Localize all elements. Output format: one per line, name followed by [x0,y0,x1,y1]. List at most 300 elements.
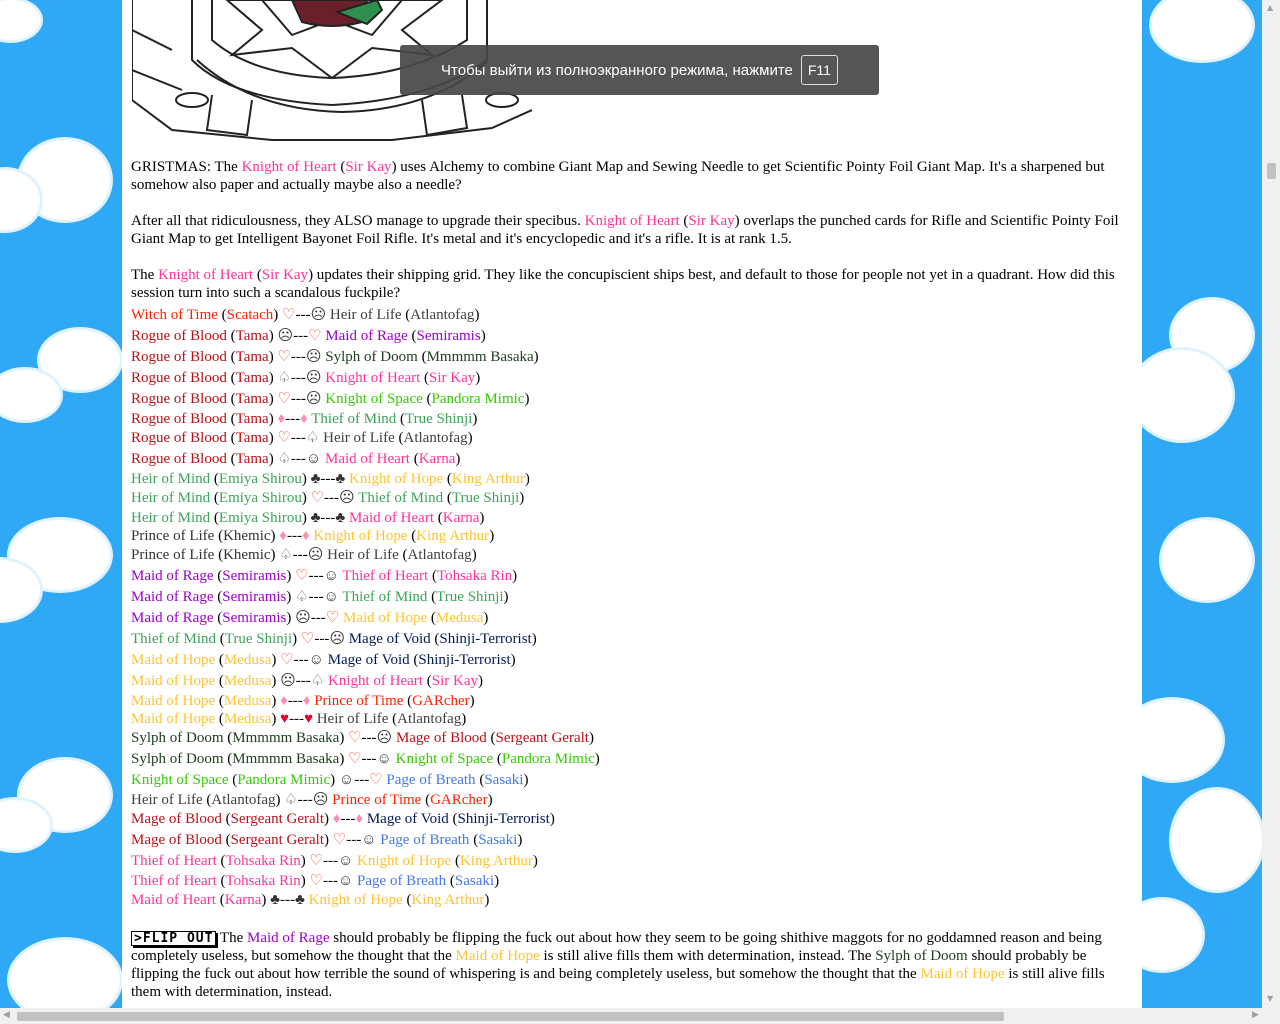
text-segment: ) [286,610,296,626]
quadrant-symbol-icon: ♡ [325,610,340,626]
quadrant-symbol-icon: ♣ [270,892,280,908]
character-name: Emiya Shirou [218,471,302,487]
quadrant-symbol-icon: ☹ [310,307,327,323]
text-segment: ( [407,328,417,344]
text-segment: should probably be flipping the fuck out about how they seem to be going shithive maggots for no goddamned reason and being completely useless, but somehow the thought that the [131,930,1102,964]
text-segment: ) [268,430,278,446]
character-name: Emiya Shirou [218,510,302,526]
ship-entry [131,692,1133,710]
text-segment: --- [287,693,303,709]
quadrant-symbol-icon: ♦ [277,411,286,427]
text-segment: ) [517,832,523,848]
character-title: Mage of Blood [131,811,222,827]
quadrant-symbol-icon: ☺ [337,873,354,889]
character-title: Heir of Mind [131,471,211,487]
character-name: Semiramis [222,589,287,605]
text-segment: ) [524,391,530,407]
character-title: Maid of Heart [131,892,216,908]
text-segment: The [131,267,159,283]
character-title: Witch of Time [131,307,218,323]
quadrant-symbol-icon: ♤ [279,547,293,563]
text-segment: The [216,930,248,946]
character-title: Heir of Life [329,307,402,323]
text-segment: --- [293,652,309,668]
text-segment: --- [314,631,330,647]
character-title: Maid of Rage [247,930,330,946]
character-name: Tama [235,391,269,407]
text-segment: ) [275,792,285,808]
text-segment: ( [403,693,413,709]
text-segment: ) [533,349,539,365]
text-segment: ) [339,730,349,746]
quadrant-symbol-icon: ☹ [376,730,393,746]
text-segment: --- [297,792,313,808]
text-segment: ( [215,631,225,647]
text-segment: ) [300,873,310,889]
character-name: GARcher [430,792,488,808]
text-segment: ( [210,490,219,506]
quadrant-symbol-icon: ☺ [338,772,355,788]
quadrant-symbol-icon: ♡ [308,328,322,344]
text-segment: --- [322,873,338,889]
character-name: Tama [235,370,269,386]
ship-entry [131,545,1133,566]
story-text [131,158,1133,1010]
text-segment: --- [289,711,305,727]
text-segment: ) [271,652,281,668]
text-segment: ( [388,711,398,727]
quadrant-symbol-icon: ♣ [335,510,346,526]
text-segment: ( [226,451,236,467]
character-name: Tama [235,349,269,365]
text-segment: ) [271,673,281,689]
text-segment: ) [461,711,467,727]
text-segment: ) [519,490,525,506]
quadrant-symbol-icon: ☹ [277,328,294,344]
character-name: True Shinji [404,411,473,427]
character-name: Emiya Shirou [218,490,302,506]
ship-entry [131,305,1133,326]
character-name: Sasaki [478,832,518,848]
text-segment: ) [477,673,483,689]
character-title: Maid of Rage [131,568,214,584]
ship-entry [131,410,1133,428]
text-segment: ) [261,892,271,908]
text-segment: ( [228,772,238,788]
text-segment: ( [215,652,224,668]
character-name: Sir Kay [429,370,476,386]
character-name: Karna [442,510,480,526]
text-segment: ) [270,547,280,563]
character-name: Tohsaka Rin [225,853,301,869]
quadrant-symbol-icon: ☺ [376,751,392,767]
character-title: Knight of Heart [328,673,423,689]
character-name: Sir Kay [688,213,735,229]
text-segment: ( [421,792,431,808]
ship-entry [131,428,1133,449]
character-name: Medusa [223,652,272,668]
character-name: Sergeant Geralt [230,832,325,848]
text-segment: ) [471,547,477,563]
text-segment: is still alive fills them with determination, instead. The [539,948,876,964]
text-segment: ) [524,471,530,487]
text-segment: ( [451,853,460,869]
quadrant-symbol-icon: ♡ [309,873,323,889]
character-name: GARcher [412,693,470,709]
character-title: Knight of Space [395,751,494,767]
character-title: Thief of Heart [131,853,217,869]
text-segment: ) [480,328,486,344]
ship-entry [131,509,1133,527]
text-segment: ) [301,510,311,526]
character-title: Heir of Mind [131,490,211,506]
character-title: Mage of Blood [395,730,487,746]
character-title: Maid of Hope [131,711,216,727]
text-segment: --- [361,730,377,746]
character-name: King Arthur [411,892,485,908]
text-segment: ( [215,673,224,689]
ship-entry [131,389,1133,410]
text-segment: ) [301,471,311,487]
character-name: Karna [224,892,262,908]
text-segment: ( [493,751,502,767]
character-name: Mmmmm Basaka [232,751,340,767]
quadrant-symbol-icon: ♦ [300,411,308,427]
text-segment: --- [290,370,306,386]
character-title: Maid of Hope [131,693,216,709]
text-segment: ) [339,751,349,767]
text-segment: ( [420,370,430,386]
text-segment: --- [290,451,306,467]
text-segment: ) [292,631,301,647]
text-segment: --- [324,490,340,506]
text-segment: ) [270,528,280,544]
character-title: Knight of Heart [325,370,421,386]
quadrant-symbol-icon: ☹ [339,490,355,506]
quadrant-symbol-icon: ♡ [369,772,383,788]
text-segment: ) [510,652,516,668]
text-segment: ( [486,730,496,746]
character-name: Khemic [223,528,271,544]
ship-entry [131,749,1133,770]
character-title: Knight of Space [325,391,423,407]
text-segment: ( [398,547,408,563]
character-name: Medusa [223,711,272,727]
text-segment: ( [226,391,236,407]
ship-entry [131,488,1133,509]
quadrant-symbol-icon: ☹ [305,349,322,365]
text-segment: ( [422,391,432,407]
text-segment: ( [475,772,485,788]
character-title: Mage of Void [327,652,410,668]
text-segment: --- [354,772,370,788]
text-segment: ) uses Alchemy to combine Giant Map and Sewing Needle to get Scientific Pointy Foil Giant Map. It's a sharpened but somehow also paper and actually maybe also a needle? [131,159,1105,193]
text-segment: ( [215,711,224,727]
character-title: Sylph of Doom [875,948,968,964]
character-name: Sasaki [454,873,495,889]
quadrant-symbol-icon: ♤ [277,451,291,467]
text-segment: ( [427,610,436,626]
quadrant-symbol-icon: ♣ [294,892,305,908]
f11-key-badge: F11 [801,55,838,85]
horizontal-scrollbar[interactable] [0,1008,1280,1024]
text-segment: GRISTMAS: The [131,159,242,175]
character-title: Heir of Mind [131,510,211,526]
text-segment: --- [292,547,308,563]
vertical-scroll-thumb[interactable] [1267,163,1276,179]
character-title: Page of Breath [357,873,447,889]
text-segment: ( [210,471,219,487]
scroll-right-arrow-icon[interactable]: ▶ [1252,1010,1259,1020]
text-segment: ( [223,751,233,767]
ship-entry [131,347,1133,368]
text-segment: --- [361,751,377,767]
text-segment: ) [523,772,529,788]
text-segment: ( [214,547,224,563]
scroll-down-arrow-icon[interactable]: ▼ [1267,994,1274,1003]
text-segment: After all that ridiculousness, they ALSO manage to upgrade their specibus. [131,213,585,229]
text-segment: --- [290,391,306,407]
quadrant-symbol-icon: ☺ [323,568,339,584]
character-name: Tohsaka Rin [225,873,301,889]
text-segment: ( [213,589,223,605]
text-segment: --- [340,811,356,827]
text-segment: ) [503,589,509,605]
text-segment: ( [214,528,224,544]
text-segment: ) [532,853,538,869]
character-name: Medusa [223,673,272,689]
character-name: Tama [235,430,269,446]
text-segment: ( [394,430,404,446]
quadrant-symbol-icon: ♤ [284,792,298,808]
character-title: Prince of Time [314,693,404,709]
text-segment: ) [594,751,600,767]
text-segment: ( [216,853,226,869]
quadrant-symbol-icon: ♤ [305,430,320,446]
quadrant-symbol-icon: ♡ [277,430,291,446]
text-segment: ) [531,631,537,647]
text-segment: ) [271,711,281,727]
character-title: Rogue of Blood [131,349,227,365]
character-name: Tama [235,451,269,467]
quadrant-symbol-icon: ♣ [335,471,346,487]
story-paragraph [131,158,1133,194]
quadrant-symbol-icon: ☹ [329,631,345,647]
text-segment: ) [512,568,518,584]
text-segment: ( [446,873,455,889]
text-segment: --- [286,528,302,544]
character-title: Mage of Blood [131,832,222,848]
scroll-left-arrow-icon[interactable]: ◀ [3,1010,10,1020]
ship-entry [131,326,1133,347]
horizontal-scroll-thumb[interactable] [17,1012,1004,1021]
text-segment: ( [422,673,432,689]
character-title: Heir of Life [327,547,399,563]
text-segment: ) [475,370,481,386]
story-paragraph [131,212,1133,248]
text-segment: ) [330,772,339,788]
text-segment: ( [226,370,236,386]
character-title: Rogue of Blood [131,328,227,344]
character-title: Rogue of Blood [131,411,227,427]
text-segment: ) updates their shipping grid. They like the concupiscient ships best, and default to those for people not yet in a quadrant. How did this session turn into such a scandalous fuckpile? [131,267,1115,301]
character-name: Sir Kay [261,267,309,283]
text-segment: is still alive fills them with determination, instead. [131,966,1105,1000]
text-segment: --- [308,589,324,605]
character-name: Pandora Mimic [431,391,525,407]
character-title: Prince of Time [332,792,422,808]
text-segment: ( [213,610,223,626]
character-name: Knight of Heart [241,159,337,175]
character-title: Page of Breath [386,772,476,788]
character-name: Atlantofag [410,307,475,323]
character-title: Maid of Rage [325,328,408,344]
text-segment: --- [279,892,295,908]
text-segment: ( [396,411,405,427]
text-segment: --- [295,307,311,323]
ship-entry [131,566,1133,587]
text-segment: ) [324,811,333,827]
character-name: Khemic [223,547,271,563]
text-segment: ) [286,568,296,584]
quadrant-symbol-icon: ☹ [305,370,322,386]
scroll-up-arrow-icon[interactable]: ▲ [1267,3,1274,12]
ship-entry [131,470,1133,488]
ship-entry [131,851,1133,872]
text-segment: --- [320,510,336,526]
character-name: Semiramis [222,568,287,584]
quadrant-symbol-icon: ♡ [277,349,291,365]
character-name: Sergeant Geralt [230,811,325,827]
character-title: Thief of Heart [342,568,429,584]
character-title: Thief of Mind [131,631,216,647]
text-segment: ( [226,411,236,427]
character-title: Maid of Hope [455,948,540,964]
character-title: Rogue of Blood [131,451,227,467]
character-name: True Shinji [224,631,293,647]
ship-entry [131,368,1133,389]
text-segment: ( [223,730,233,746]
text-segment: ) [301,490,311,506]
character-name: Shinji-Terrorist [418,652,511,668]
flip-out-command-link[interactable]: >FLIP OUT [131,931,216,946]
character-title: Page of Breath [380,832,470,848]
text-segment: ( [443,471,452,487]
character-title: Rogue of Blood [131,430,227,446]
quadrant-symbol-icon: ♡ [280,652,294,668]
quadrant-symbol-icon: ♡ [282,307,296,323]
character-name: Sir Kay [345,159,392,175]
text-segment: ( [221,811,231,827]
text-segment: ) [487,792,493,808]
text-segment: ) [467,430,473,446]
text-segment: ( [215,892,225,908]
character-title: Maid of Heart [349,510,434,526]
character-name: Karna [418,451,456,467]
text-segment: ( [401,307,411,323]
quadrant-symbol-icon: ♣ [310,510,321,526]
text-segment: ) [455,451,461,467]
text-segment: ( [443,490,452,506]
quadrant-symbol-icon: ♡ [277,391,291,407]
ship-entry [131,872,1133,890]
character-title: Maid of Rage [131,610,214,626]
text-segment: ( [226,349,236,365]
character-name: Knight of Heart [158,267,254,283]
character-name: King Arthur [416,528,490,544]
cloud-background-right [1142,0,1262,1010]
text-segment: ) [268,451,278,467]
character-name: True Shinji [451,490,520,506]
text-segment: ) [489,528,495,544]
text-segment: ( [253,267,262,283]
character-name: Medusa [435,610,484,626]
cloud-background-left [0,0,122,1010]
ship-entry [131,587,1133,608]
quadrant-symbol-icon: ☹ [312,792,329,808]
text-segment: ( [402,892,412,908]
character-name: Shinji-Terrorist [457,811,550,827]
ship-entry [131,671,1133,692]
quadrant-symbol-icon: ♦ [301,528,310,544]
ship-entry [131,830,1133,851]
quadrant-symbol-icon: ♡ [332,832,347,848]
text-segment: ( [409,451,419,467]
text-segment: --- [290,349,306,365]
quadrant-symbol-icon: ♥ [304,711,313,727]
character-title: Prince of Life [131,528,215,544]
quadrant-symbol-icon: ☹ [307,547,324,563]
ship-entry [131,608,1133,629]
text-segment: ( [679,213,689,229]
quadrant-symbol-icon: ☹ [295,610,311,626]
character-name: Sergeant Geralt [495,730,589,746]
text-segment: should probably be flipping the fuck out about how terrible the sound of whispering is and being completely useless, but somehow the thought that the [131,948,1087,982]
text-segment: ) overlaps the punched cards for Rifle and Scientific Pointy Foil Giant Map to get Intelligent Bayonet Foil Rifle. It's metal and it's encyclopedic and it's a rifle. It is at rank 1.5. [131,213,1119,247]
quadrant-symbol-icon: ☺ [308,652,324,668]
character-name: Tohsaka Rin [436,568,513,584]
quadrant-symbol-icon: ☺ [361,832,377,848]
text-segment: ) [273,307,283,323]
character-title: Heir of Life [323,430,395,446]
text-segment: ( [433,510,443,526]
text-segment: ( [215,693,224,709]
character-title: Knight of Hope [357,853,452,869]
text-segment: ( [202,792,212,808]
character-title: Thief of Mind [342,589,428,605]
character-title: Heir of Life [131,792,203,808]
text-segment: --- [295,673,311,689]
text-segment: ) [484,892,490,908]
text-segment: ) [472,411,478,427]
character-title: Thief of Mind [358,490,444,506]
text-segment: --- [293,328,309,344]
text-segment: ) [469,693,475,709]
character-name: Mmmmm Basaka [426,349,534,365]
character-title: Knight of Hope [349,471,444,487]
text-segment: --- [285,411,301,427]
ship-entry [131,629,1133,650]
quadrant-symbol-icon: ♡ [295,568,309,584]
character-name: Mmmmm Basaka [232,730,340,746]
quadrant-symbol-icon: ☺ [323,589,339,605]
text-segment: ( [213,568,223,584]
text-segment: ) [286,589,296,605]
quadrant-symbol-icon: ♤ [295,589,309,605]
character-name: Atlantofag [403,430,468,446]
character-title: Mage of Void [348,631,431,647]
vertical-scrollbar[interactable] [1262,0,1280,1008]
